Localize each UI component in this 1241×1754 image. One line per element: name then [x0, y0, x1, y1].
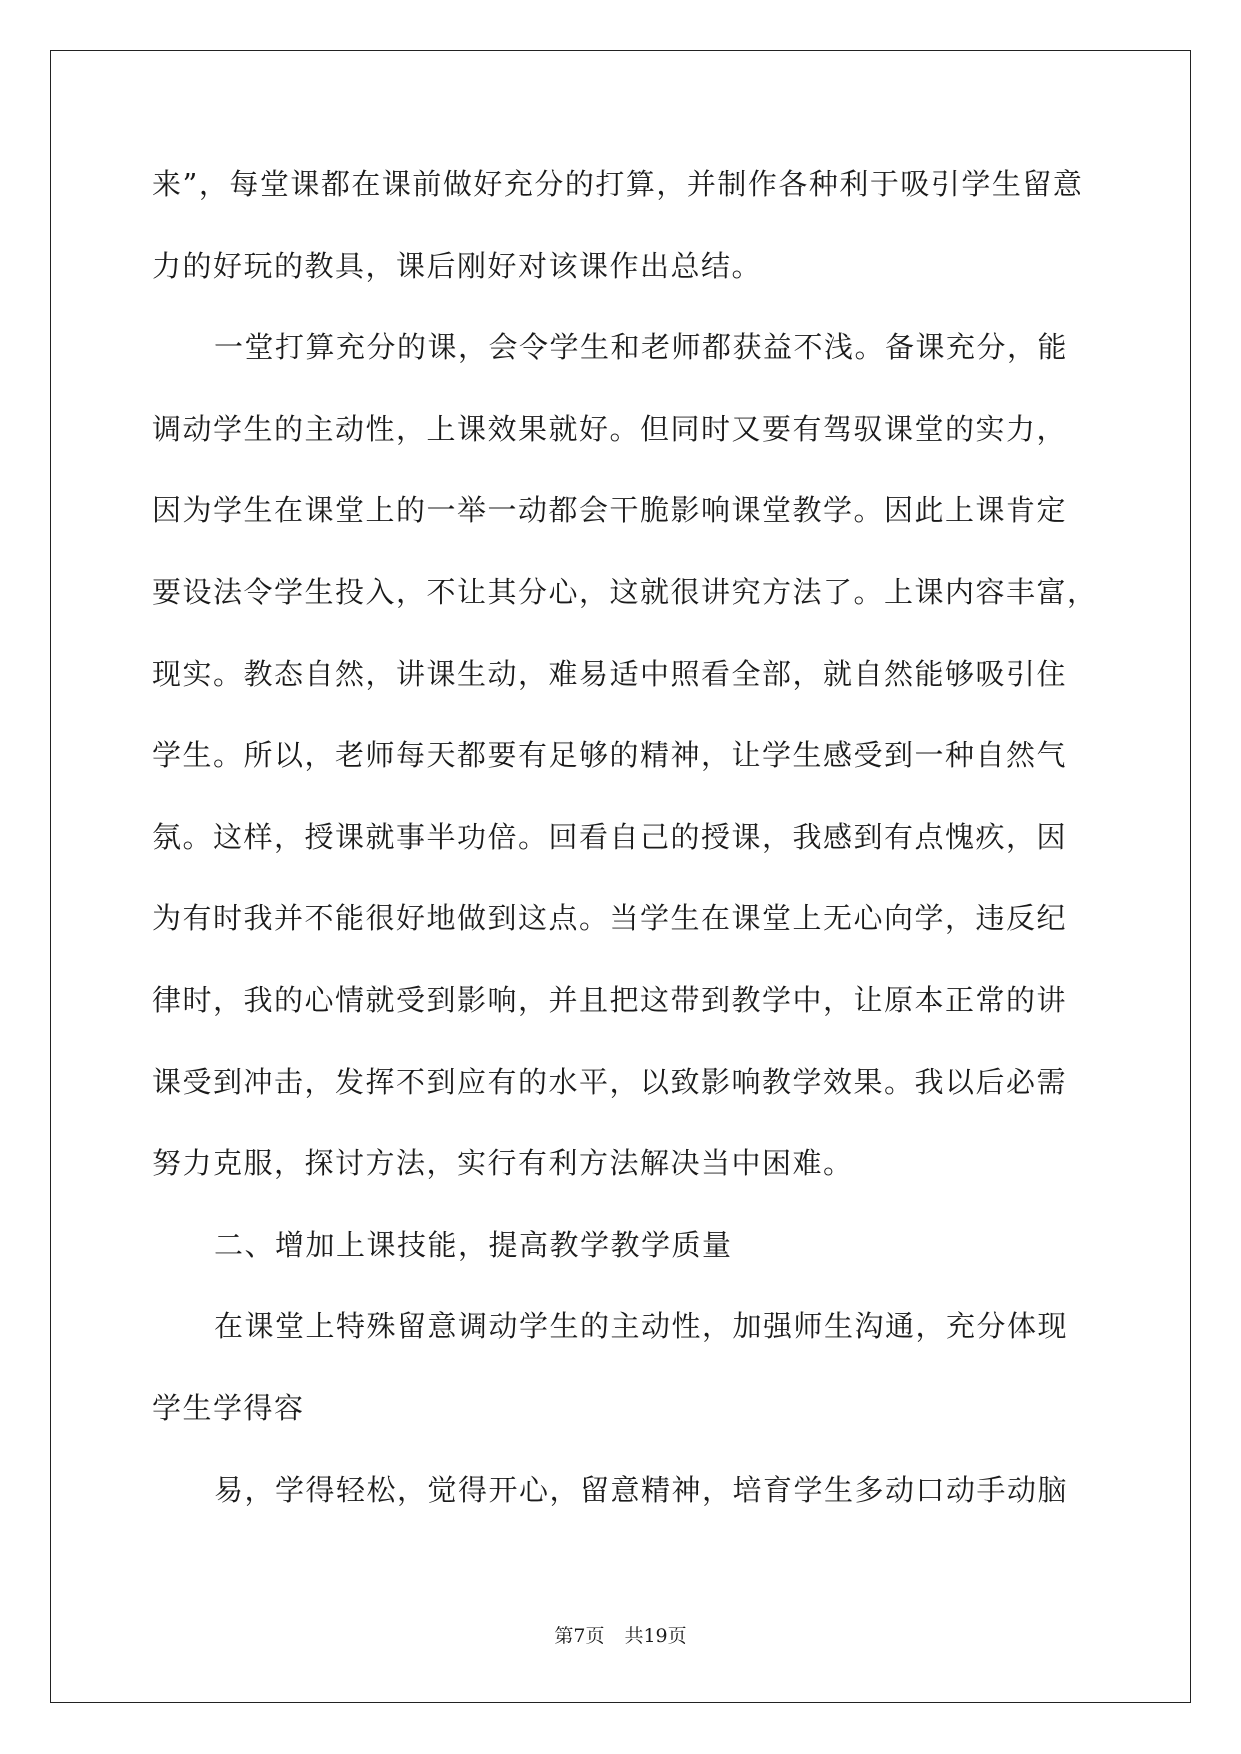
- paragraph-start-line: 易，学得轻松，觉得开心，留意精神，培育学生多动口动手动脑: [214, 1472, 1069, 1507]
- body-line: 学生学得容: [152, 1390, 305, 1425]
- body-line: 力的好玩的教具，课后刚好对该课作出总结。: [152, 248, 763, 283]
- body-line: 学生。所以，老师每天都要有足够的精神，让学生感受到一种自然气: [152, 738, 1068, 773]
- document-body: [152, 165, 1098, 1552]
- body-line: 氛。这样，授课就事半功倍。回看自己的授课，我感到有点愧疚，因: [152, 819, 1068, 854]
- body-line: 为有时我并不能很好地做到这点。当学生在课堂上无心向学，违反纪: [152, 901, 1068, 936]
- page-total: 共19页: [624, 1625, 687, 1647]
- paragraph-start-line: 在课堂上特殊留意调动学生的主动性，加强师生沟通，充分体现: [214, 1309, 1069, 1344]
- body-line: 因为学生在课堂上的一举一动都会干脆影响课堂教学。因此上课肯定: [152, 493, 1068, 528]
- paragraph-start-line: 一堂打算充分的课，会令学生和老师都获益不浅。备课充分，能: [214, 330, 1069, 365]
- section-heading: 二、增加上课技能，提高教学教学质量: [214, 1227, 733, 1262]
- page-footer: [0, 1621, 1241, 1648]
- body-line: 努力克服，探讨方法，实行有利方法解决当中困难。: [152, 1146, 854, 1181]
- body-line: 调动学生的主动性，上课效果就好。但同时又要有驾驭课堂的实力，: [152, 411, 1068, 446]
- body-line: 现实。教态自然，讲课生动，难易适中照看全部，就自然能够吸引住: [152, 656, 1068, 691]
- body-line: 来”，每堂课都在课前做好充分的打算，并制作各种利于吸引学生留意: [152, 167, 1084, 201]
- body-line: 律时，我的心情就受到影响，并且把这带到教学中，让原本正常的讲: [152, 982, 1068, 1017]
- body-line: 课受到冲击，发挥不到应有的水平，以致影响教学效果。我以后必需: [152, 1064, 1068, 1099]
- page-number: 第7页: [554, 1625, 605, 1647]
- body-line: 要设法令学生投入，不让其分心，这就很讲究方法了。上课内容丰富，: [152, 574, 1098, 609]
